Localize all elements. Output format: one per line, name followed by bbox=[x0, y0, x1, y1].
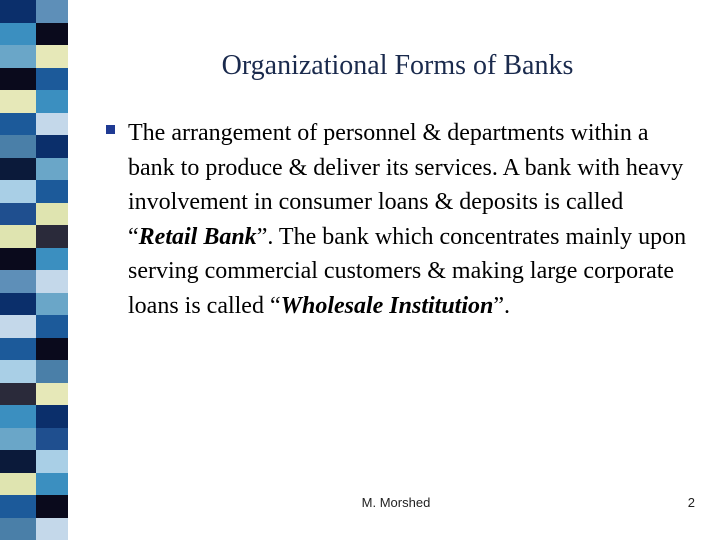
footer-author: M. Morshed bbox=[361, 495, 431, 510]
slide-body-text bbox=[128, 116, 698, 323]
stripe-block bbox=[0, 450, 68, 473]
stripe-block bbox=[0, 360, 68, 383]
stripe-block bbox=[0, 23, 68, 46]
stripe-block bbox=[0, 428, 68, 451]
footer-page-number: 2 bbox=[687, 495, 695, 510]
decorative-side-stripe bbox=[0, 0, 68, 540]
stripe-block bbox=[0, 203, 68, 226]
stripe-block bbox=[0, 135, 68, 158]
stripe-block bbox=[0, 68, 68, 91]
stripe-block bbox=[0, 113, 68, 136]
bullet-square-icon bbox=[106, 125, 115, 134]
stripe-block bbox=[0, 495, 68, 518]
stripe-block bbox=[0, 0, 68, 23]
stripe-block bbox=[0, 158, 68, 181]
stripe-block bbox=[0, 270, 68, 293]
body-text-segment: ”. bbox=[493, 292, 511, 319]
stripe-block bbox=[0, 518, 68, 540]
slide-title: Organizational Forms of Banks bbox=[221, 50, 574, 81]
retail-bank-term: Retail Bank bbox=[138, 223, 257, 250]
stripe-block bbox=[0, 315, 68, 338]
stripe-block bbox=[0, 45, 68, 68]
stripe-block bbox=[0, 383, 68, 406]
stripe-block bbox=[0, 225, 68, 248]
stripe-block bbox=[0, 473, 68, 496]
stripe-block bbox=[0, 405, 68, 428]
stripe-block bbox=[0, 293, 68, 316]
body-text-segment: The arrangement of personnel & departments within a bank to produce & deliver its services. A bank with heavy involvement in consumer loans & deposits is called “ bbox=[128, 120, 684, 250]
stripe-block bbox=[0, 338, 68, 361]
stripe-block bbox=[0, 90, 68, 113]
stripe-block bbox=[0, 180, 68, 203]
body-text-segment: ”. The bank which concentrates mainly upon serving commercial customers & making large corporate loans is called “ bbox=[128, 223, 687, 319]
stripe-block bbox=[0, 248, 68, 271]
wholesale-institution-term: Wholesale Institution bbox=[280, 292, 494, 319]
